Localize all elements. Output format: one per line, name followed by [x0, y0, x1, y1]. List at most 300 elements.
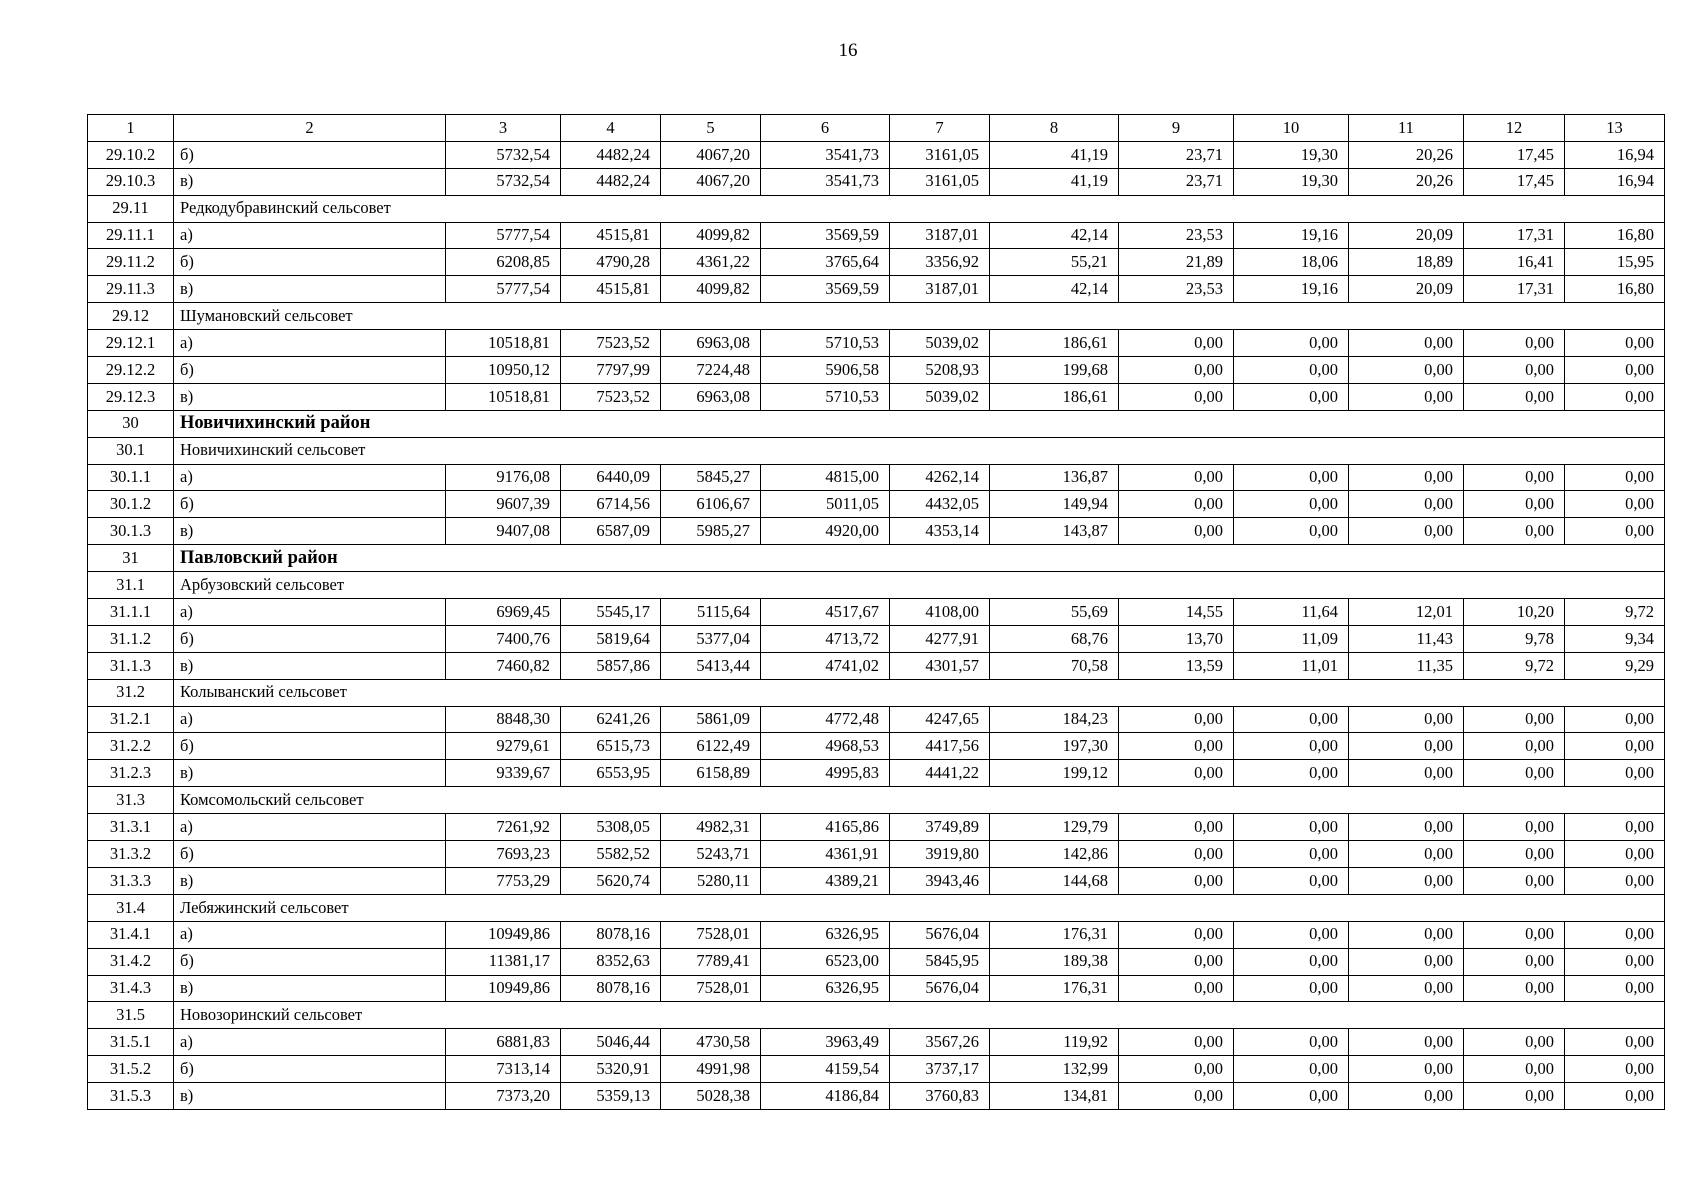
value-cell: 0,00 — [1234, 760, 1349, 787]
value-cell: 6106,67 — [661, 491, 761, 518]
value-cell: 0,00 — [1234, 733, 1349, 760]
value-cell: 4991,98 — [661, 1056, 761, 1083]
value-cell: 5710,53 — [761, 330, 890, 357]
value-cell: 0,00 — [1349, 383, 1464, 410]
value-cell: 134,81 — [990, 1083, 1119, 1110]
table-row — [88, 1083, 1665, 1110]
value-cell: 5545,17 — [561, 599, 661, 626]
value-cell: 0,00 — [1119, 330, 1234, 357]
value-cell: 5280,11 — [661, 867, 761, 894]
value-cell: 0,00 — [1464, 706, 1565, 733]
table-row — [88, 357, 1665, 384]
value-cell: 10949,86 — [446, 975, 561, 1002]
value-cell: 0,00 — [1349, 760, 1464, 787]
row-variant: в) — [174, 518, 446, 545]
value-cell: 7753,29 — [446, 867, 561, 894]
value-cell: 6963,08 — [661, 330, 761, 357]
value-cell: 3765,64 — [761, 249, 890, 276]
section-title: Шумановский сельсовет — [174, 303, 1665, 330]
value-cell: 6158,89 — [661, 760, 761, 787]
row-code: 31.1.2 — [88, 625, 174, 652]
value-cell: 0,00 — [1464, 948, 1565, 975]
value-cell: 0,00 — [1464, 1029, 1565, 1056]
value-cell: 5582,52 — [561, 841, 661, 868]
value-cell: 0,00 — [1234, 491, 1349, 518]
section-code: 31.1 — [88, 572, 174, 599]
value-cell: 5845,27 — [661, 464, 761, 491]
column-header: 1 — [88, 115, 174, 142]
value-cell: 42,14 — [990, 276, 1119, 303]
value-cell: 17,45 — [1464, 141, 1565, 168]
value-cell: 0,00 — [1119, 921, 1234, 948]
value-cell: 16,80 — [1565, 222, 1665, 249]
value-cell: 0,00 — [1565, 1056, 1665, 1083]
value-cell: 6714,56 — [561, 491, 661, 518]
value-cell: 4099,82 — [661, 222, 761, 249]
value-cell: 0,00 — [1119, 383, 1234, 410]
value-cell: 18,89 — [1349, 249, 1464, 276]
value-cell: 13,70 — [1119, 625, 1234, 652]
row-code: 31.2.1 — [88, 706, 174, 733]
value-cell: 20,09 — [1349, 222, 1464, 249]
value-cell: 5676,04 — [890, 975, 990, 1002]
value-cell: 10518,81 — [446, 383, 561, 410]
value-cell: 144,68 — [990, 867, 1119, 894]
value-cell: 4515,81 — [561, 276, 661, 303]
row-variant: в) — [174, 1083, 446, 1110]
value-cell: 7523,52 — [561, 383, 661, 410]
value-cell: 4067,20 — [661, 168, 761, 195]
value-cell: 0,00 — [1565, 706, 1665, 733]
row-variant: б) — [174, 249, 446, 276]
value-cell: 0,00 — [1464, 975, 1565, 1002]
value-cell: 0,00 — [1565, 841, 1665, 868]
value-cell: 21,89 — [1119, 249, 1234, 276]
column-header: 5 — [661, 115, 761, 142]
value-cell: 4920,00 — [761, 518, 890, 545]
value-cell: 4730,58 — [661, 1029, 761, 1056]
column-header: 11 — [1349, 115, 1464, 142]
table-row — [88, 330, 1665, 357]
value-cell: 4389,21 — [761, 867, 890, 894]
value-cell: 0,00 — [1349, 491, 1464, 518]
value-cell: 11,64 — [1234, 599, 1349, 626]
value-cell: 7460,82 — [446, 652, 561, 679]
value-cell: 19,16 — [1234, 276, 1349, 303]
value-cell: 3161,05 — [890, 141, 990, 168]
data-table — [87, 114, 1665, 1110]
value-cell: 23,71 — [1119, 141, 1234, 168]
value-cell: 0,00 — [1349, 921, 1464, 948]
value-cell: 11,01 — [1234, 652, 1349, 679]
row-code: 29.11.3 — [88, 276, 174, 303]
value-cell: 3161,05 — [890, 168, 990, 195]
table-row — [88, 168, 1665, 195]
value-cell: 11381,17 — [446, 948, 561, 975]
value-cell: 5208,93 — [890, 357, 990, 384]
row-code: 31.2.2 — [88, 733, 174, 760]
value-cell: 0,00 — [1234, 948, 1349, 975]
table-row — [88, 921, 1665, 948]
value-cell: 0,00 — [1565, 1083, 1665, 1110]
row-variant: в) — [174, 168, 446, 195]
value-cell: 0,00 — [1119, 760, 1234, 787]
value-cell: 6440,09 — [561, 464, 661, 491]
row-variant: в) — [174, 276, 446, 303]
value-cell: 0,00 — [1349, 1029, 1464, 1056]
value-cell: 4277,91 — [890, 625, 990, 652]
value-cell: 7261,92 — [446, 814, 561, 841]
section-row — [88, 894, 1665, 921]
value-cell: 4361,91 — [761, 841, 890, 868]
value-cell: 0,00 — [1234, 330, 1349, 357]
row-variant: б) — [174, 357, 446, 384]
section-code: 31.2 — [88, 679, 174, 706]
value-cell: 4165,86 — [761, 814, 890, 841]
value-cell: 5039,02 — [890, 383, 990, 410]
value-cell: 5906,58 — [761, 357, 890, 384]
value-cell: 14,55 — [1119, 599, 1234, 626]
table-row — [88, 733, 1665, 760]
region-title: Павловский район — [174, 545, 1665, 572]
row-code: 31.3.2 — [88, 841, 174, 868]
value-cell: 42,14 — [990, 222, 1119, 249]
value-cell: 23,53 — [1119, 276, 1234, 303]
value-cell: 17,31 — [1464, 276, 1565, 303]
table-row — [88, 599, 1665, 626]
value-cell: 8848,30 — [446, 706, 561, 733]
value-cell: 0,00 — [1349, 518, 1464, 545]
section-row — [88, 1002, 1665, 1029]
table-row — [88, 841, 1665, 868]
value-cell: 4713,72 — [761, 625, 890, 652]
value-cell: 0,00 — [1234, 1083, 1349, 1110]
table-row — [88, 383, 1665, 410]
value-cell: 8078,16 — [561, 921, 661, 948]
value-cell: 0,00 — [1119, 706, 1234, 733]
value-cell: 0,00 — [1349, 1083, 1464, 1110]
value-cell: 4482,24 — [561, 168, 661, 195]
value-cell: 3760,83 — [890, 1083, 990, 1110]
section-title: Новозоринский сельсовет — [174, 1002, 1665, 1029]
row-code: 29.10.3 — [88, 168, 174, 195]
value-cell: 3569,59 — [761, 222, 890, 249]
value-cell: 5732,54 — [446, 141, 561, 168]
table-row — [88, 706, 1665, 733]
value-cell: 55,69 — [990, 599, 1119, 626]
row-code: 31.1.1 — [88, 599, 174, 626]
row-code: 29.12.1 — [88, 330, 174, 357]
value-cell: 184,23 — [990, 706, 1119, 733]
section-code: 31.3 — [88, 787, 174, 814]
value-cell: 16,94 — [1565, 141, 1665, 168]
table-row — [88, 625, 1665, 652]
section-row — [88, 303, 1665, 330]
row-variant: в) — [174, 867, 446, 894]
value-cell: 18,06 — [1234, 249, 1349, 276]
value-cell: 176,31 — [990, 975, 1119, 1002]
value-cell: 0,00 — [1565, 921, 1665, 948]
value-cell: 5046,44 — [561, 1029, 661, 1056]
value-cell: 4159,54 — [761, 1056, 890, 1083]
value-cell: 4968,53 — [761, 733, 890, 760]
value-cell: 6515,73 — [561, 733, 661, 760]
value-cell: 0,00 — [1464, 518, 1565, 545]
value-cell: 41,19 — [990, 141, 1119, 168]
column-header: 10 — [1234, 115, 1349, 142]
value-cell: 12,01 — [1349, 599, 1464, 626]
row-code: 31.5.2 — [88, 1056, 174, 1083]
section-row — [88, 437, 1665, 464]
value-cell: 5676,04 — [890, 921, 990, 948]
value-cell: 5777,54 — [446, 276, 561, 303]
value-cell: 197,30 — [990, 733, 1119, 760]
row-variant: а) — [174, 464, 446, 491]
value-cell: 0,00 — [1119, 1029, 1234, 1056]
value-cell: 6208,85 — [446, 249, 561, 276]
value-cell: 0,00 — [1565, 867, 1665, 894]
value-cell: 9,72 — [1565, 599, 1665, 626]
value-cell: 16,80 — [1565, 276, 1665, 303]
value-cell: 6122,49 — [661, 733, 761, 760]
section-row — [88, 572, 1665, 599]
value-cell: 5777,54 — [446, 222, 561, 249]
value-cell: 0,00 — [1565, 491, 1665, 518]
value-cell: 9,78 — [1464, 625, 1565, 652]
table-row — [88, 141, 1665, 168]
section-row — [88, 679, 1665, 706]
value-cell: 15,95 — [1565, 249, 1665, 276]
value-cell: 9279,61 — [446, 733, 561, 760]
table-row — [88, 222, 1665, 249]
value-cell: 3943,46 — [890, 867, 990, 894]
row-variant: в) — [174, 652, 446, 679]
value-cell: 0,00 — [1119, 1083, 1234, 1110]
value-cell: 199,68 — [990, 357, 1119, 384]
row-code: 31.3.1 — [88, 814, 174, 841]
column-header: 3 — [446, 115, 561, 142]
table-row — [88, 249, 1665, 276]
value-cell: 5115,64 — [661, 599, 761, 626]
section-row — [88, 195, 1665, 222]
row-code: 31.2.3 — [88, 760, 174, 787]
value-cell: 7789,41 — [661, 948, 761, 975]
page-number: 16 — [838, 40, 858, 61]
value-cell: 3187,01 — [890, 276, 990, 303]
value-cell: 0,00 — [1119, 867, 1234, 894]
row-code: 29.12.2 — [88, 357, 174, 384]
value-cell: 3356,92 — [890, 249, 990, 276]
row-variant: а) — [174, 921, 446, 948]
column-header: 13 — [1565, 115, 1665, 142]
value-cell: 0,00 — [1119, 948, 1234, 975]
table-row — [88, 975, 1665, 1002]
value-cell: 4417,56 — [890, 733, 990, 760]
value-cell: 55,21 — [990, 249, 1119, 276]
value-cell: 5377,04 — [661, 625, 761, 652]
value-cell: 4361,22 — [661, 249, 761, 276]
value-cell: 3567,26 — [890, 1029, 990, 1056]
row-code: 31.5.3 — [88, 1083, 174, 1110]
value-cell: 5028,38 — [661, 1083, 761, 1110]
value-cell: 11,35 — [1349, 652, 1464, 679]
value-cell: 0,00 — [1464, 1083, 1565, 1110]
value-cell: 3963,49 — [761, 1029, 890, 1056]
value-cell: 20,09 — [1349, 276, 1464, 303]
table-row — [88, 760, 1665, 787]
row-variant: б) — [174, 491, 446, 518]
table-row — [88, 1056, 1665, 1083]
row-code: 31.4.1 — [88, 921, 174, 948]
value-cell: 3749,89 — [890, 814, 990, 841]
value-cell: 16,94 — [1565, 168, 1665, 195]
value-cell: 3919,80 — [890, 841, 990, 868]
value-cell: 0,00 — [1464, 464, 1565, 491]
value-cell: 7693,23 — [446, 841, 561, 868]
value-cell: 7528,01 — [661, 975, 761, 1002]
value-cell: 9407,08 — [446, 518, 561, 545]
value-cell: 70,58 — [990, 652, 1119, 679]
value-cell: 0,00 — [1234, 814, 1349, 841]
value-cell: 4301,57 — [890, 652, 990, 679]
value-cell: 9176,08 — [446, 464, 561, 491]
value-cell: 4186,84 — [761, 1083, 890, 1110]
value-cell: 6963,08 — [661, 383, 761, 410]
row-code: 31.4.3 — [88, 975, 174, 1002]
row-variant: б) — [174, 625, 446, 652]
section-title: Арбузовский сельсовет — [174, 572, 1665, 599]
region-code: 31 — [88, 545, 174, 572]
value-cell: 0,00 — [1565, 733, 1665, 760]
value-cell: 5359,13 — [561, 1083, 661, 1110]
value-cell: 0,00 — [1565, 464, 1665, 491]
value-cell: 10949,86 — [446, 921, 561, 948]
value-cell: 4515,81 — [561, 222, 661, 249]
value-cell: 4353,14 — [890, 518, 990, 545]
value-cell: 19,30 — [1234, 168, 1349, 195]
value-cell: 6553,95 — [561, 760, 661, 787]
value-cell: 0,00 — [1464, 921, 1565, 948]
value-cell: 0,00 — [1234, 464, 1349, 491]
value-cell: 186,61 — [990, 330, 1119, 357]
value-cell: 0,00 — [1234, 1029, 1349, 1056]
row-code: 29.12.3 — [88, 383, 174, 410]
value-cell: 11,09 — [1234, 625, 1349, 652]
value-cell: 19,16 — [1234, 222, 1349, 249]
column-header: 9 — [1119, 115, 1234, 142]
value-cell: 0,00 — [1464, 330, 1565, 357]
row-variant: а) — [174, 599, 446, 626]
value-cell: 0,00 — [1119, 841, 1234, 868]
value-cell: 5620,74 — [561, 867, 661, 894]
row-variant: б) — [174, 1056, 446, 1083]
value-cell: 129,79 — [990, 814, 1119, 841]
value-cell: 17,31 — [1464, 222, 1565, 249]
value-cell: 4517,67 — [761, 599, 890, 626]
value-cell: 41,19 — [990, 168, 1119, 195]
value-cell: 7528,01 — [661, 921, 761, 948]
value-cell: 0,00 — [1565, 357, 1665, 384]
region-code: 30 — [88, 410, 174, 437]
region-title: Новичихинский район — [174, 410, 1665, 437]
value-cell: 4432,05 — [890, 491, 990, 518]
value-cell: 0,00 — [1464, 760, 1565, 787]
section-row — [88, 787, 1665, 814]
value-cell: 0,00 — [1349, 464, 1464, 491]
value-cell: 5308,05 — [561, 814, 661, 841]
value-cell: 20,26 — [1349, 168, 1464, 195]
value-cell: 132,99 — [990, 1056, 1119, 1083]
row-code: 29.10.2 — [88, 141, 174, 168]
value-cell: 0,00 — [1234, 921, 1349, 948]
value-cell: 5819,64 — [561, 625, 661, 652]
value-cell: 4741,02 — [761, 652, 890, 679]
region-row — [88, 545, 1665, 572]
value-cell: 4982,31 — [661, 814, 761, 841]
column-header: 8 — [990, 115, 1119, 142]
row-variant: б) — [174, 141, 446, 168]
region-row — [88, 410, 1665, 437]
value-cell: 0,00 — [1234, 841, 1349, 868]
value-cell: 0,00 — [1464, 814, 1565, 841]
value-cell: 5845,95 — [890, 948, 990, 975]
row-variant: в) — [174, 975, 446, 1002]
value-cell: 0,00 — [1349, 867, 1464, 894]
row-code: 31.3.3 — [88, 867, 174, 894]
value-cell: 199,12 — [990, 760, 1119, 787]
column-header: 12 — [1464, 115, 1565, 142]
value-cell: 0,00 — [1565, 814, 1665, 841]
value-cell: 5985,27 — [661, 518, 761, 545]
value-cell: 0,00 — [1349, 841, 1464, 868]
value-cell: 8078,16 — [561, 975, 661, 1002]
value-cell: 0,00 — [1565, 975, 1665, 1002]
row-variant: а) — [174, 222, 446, 249]
value-cell: 0,00 — [1464, 841, 1565, 868]
value-cell: 5413,44 — [661, 652, 761, 679]
value-cell: 13,59 — [1119, 652, 1234, 679]
value-cell: 17,45 — [1464, 168, 1565, 195]
value-cell: 0,00 — [1349, 814, 1464, 841]
column-header: 7 — [890, 115, 990, 142]
row-code: 31.1.3 — [88, 652, 174, 679]
row-variant: а) — [174, 814, 446, 841]
row-code: 30.1.1 — [88, 464, 174, 491]
section-code: 29.12 — [88, 303, 174, 330]
value-cell: 10,20 — [1464, 599, 1565, 626]
value-cell: 0,00 — [1234, 383, 1349, 410]
value-cell: 4772,48 — [761, 706, 890, 733]
value-cell: 3187,01 — [890, 222, 990, 249]
row-code: 31.5.1 — [88, 1029, 174, 1056]
table-row — [88, 491, 1665, 518]
value-cell: 0,00 — [1349, 357, 1464, 384]
table-row — [88, 814, 1665, 841]
value-cell: 3737,17 — [890, 1056, 990, 1083]
section-code: 30.1 — [88, 437, 174, 464]
table-row — [88, 867, 1665, 894]
value-cell: 6881,83 — [446, 1029, 561, 1056]
value-cell: 19,30 — [1234, 141, 1349, 168]
value-cell: 68,76 — [990, 625, 1119, 652]
value-cell: 4482,24 — [561, 141, 661, 168]
value-cell: 6523,00 — [761, 948, 890, 975]
value-cell: 0,00 — [1464, 357, 1565, 384]
value-cell: 4108,00 — [890, 599, 990, 626]
value-cell: 0,00 — [1234, 706, 1349, 733]
value-cell: 4815,00 — [761, 464, 890, 491]
value-cell: 0,00 — [1119, 814, 1234, 841]
